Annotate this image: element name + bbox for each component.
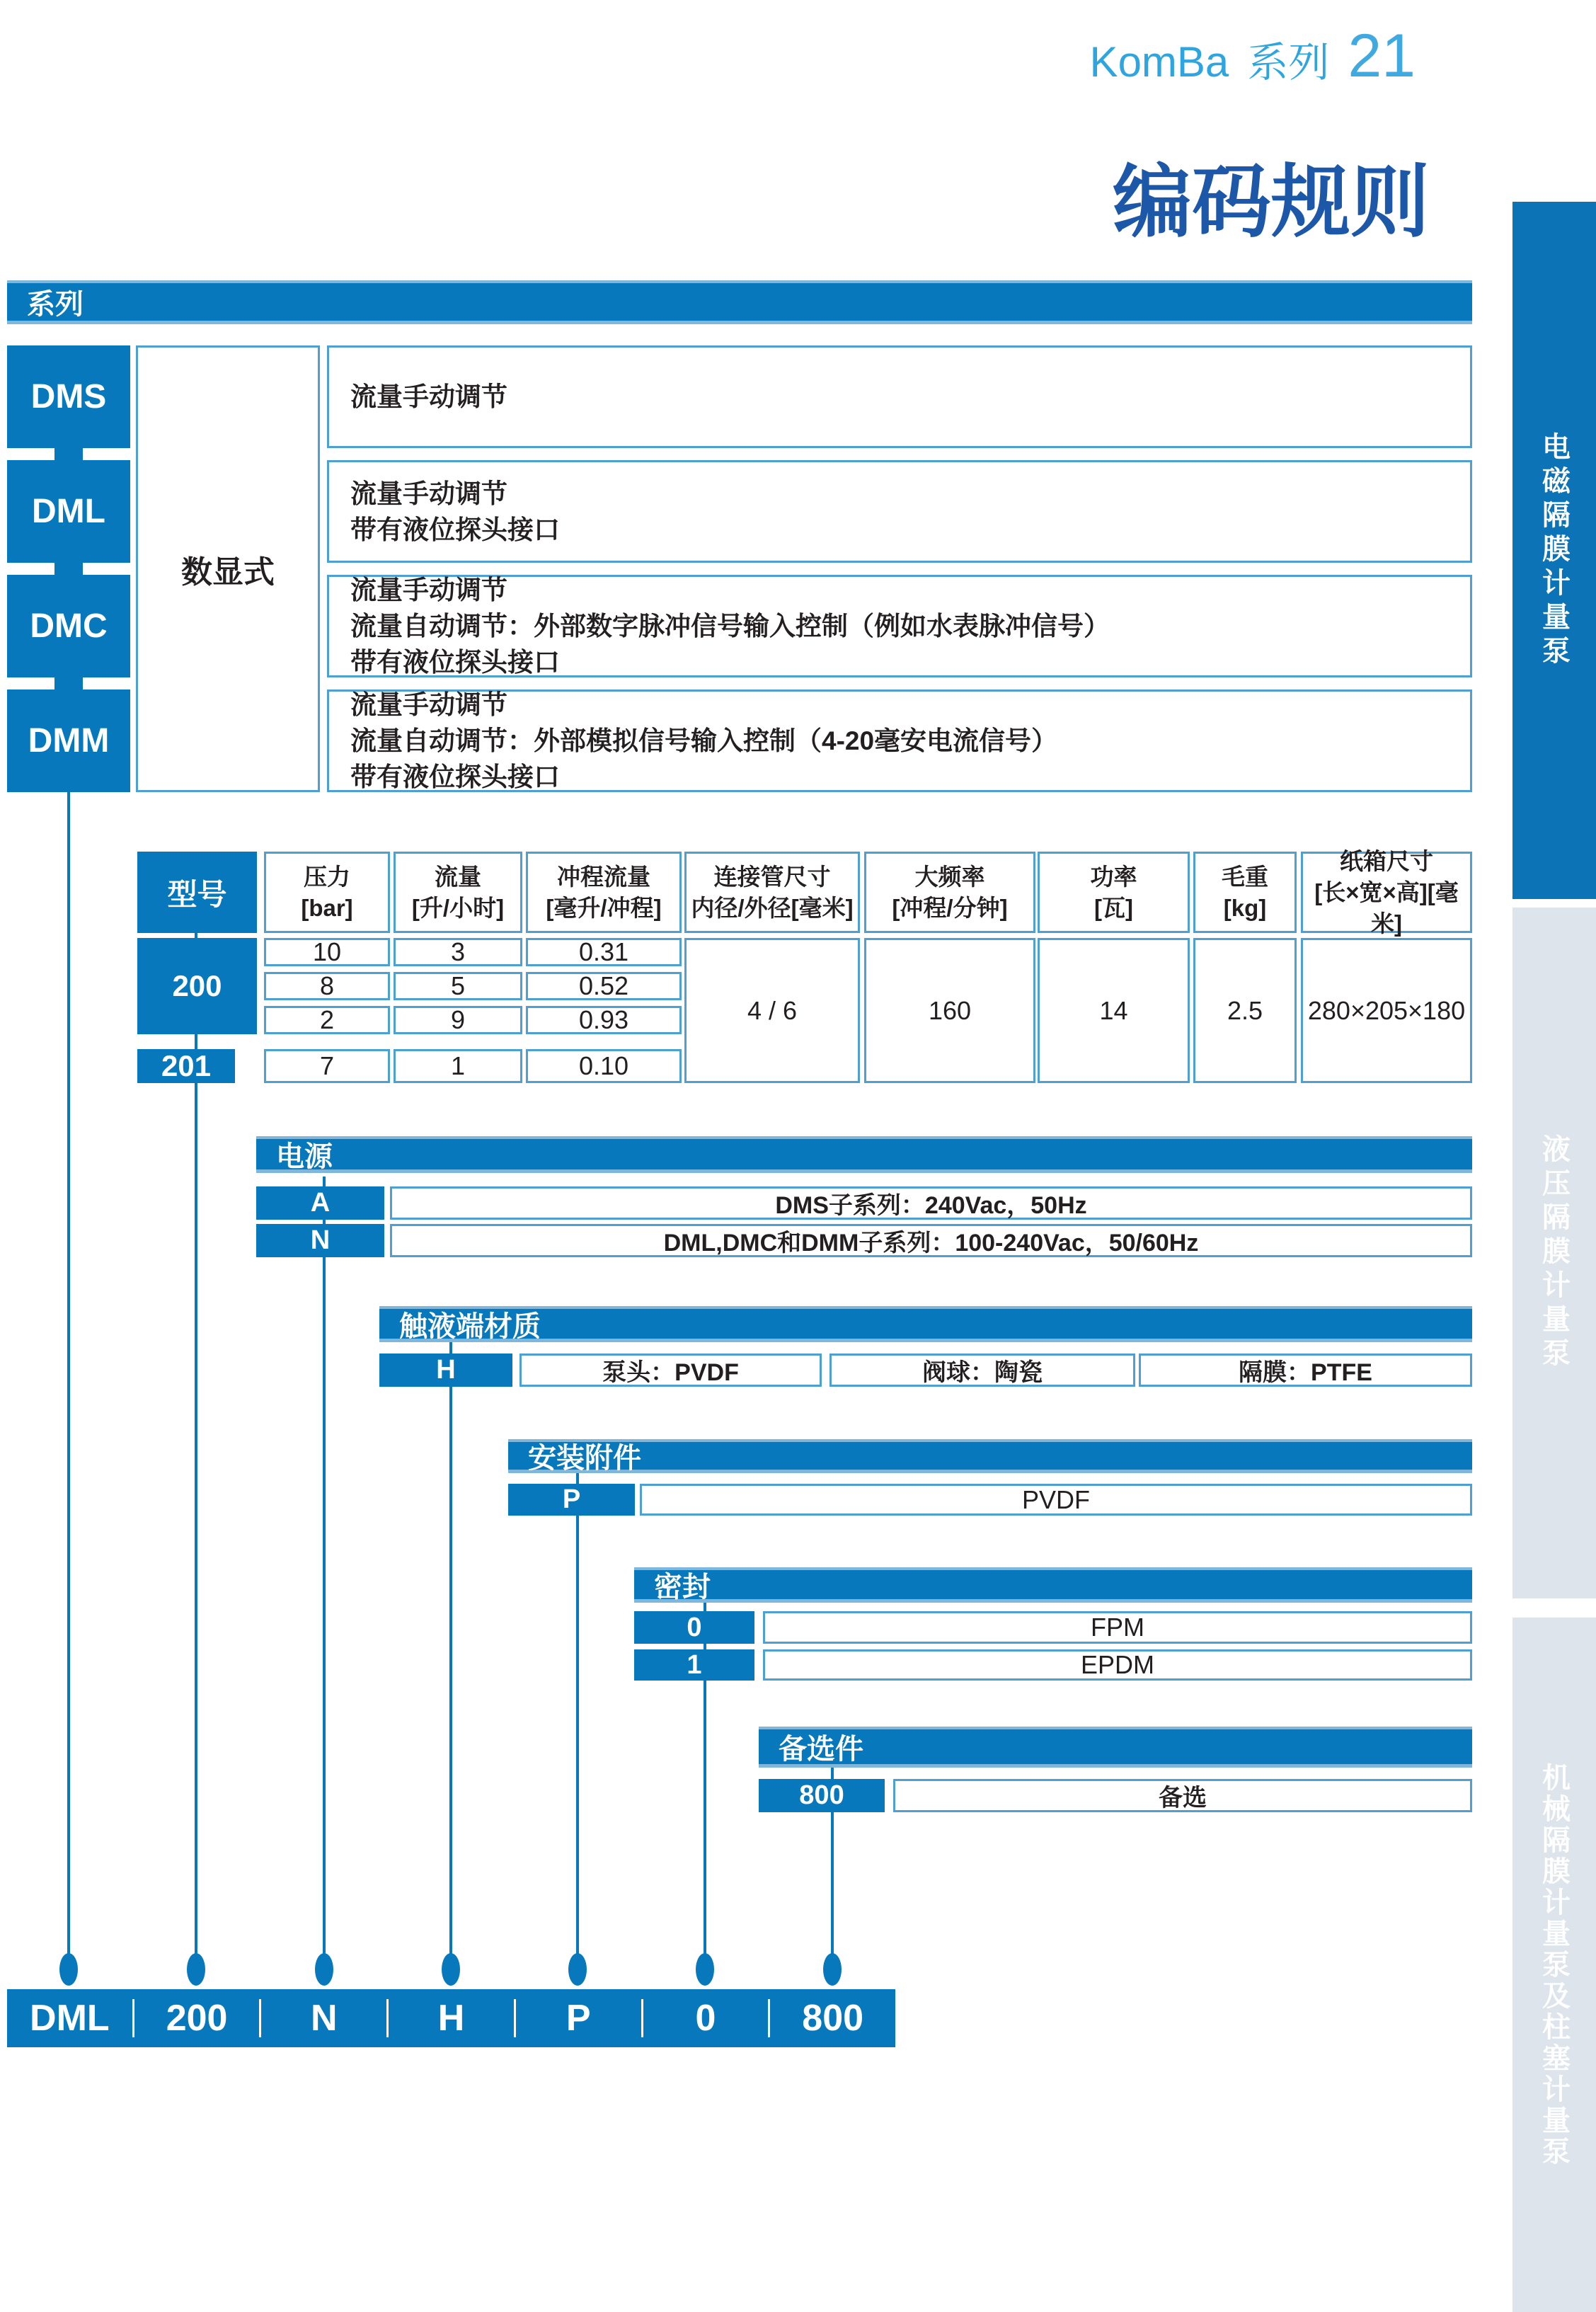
span-cell-pipe: 4 / 6: [684, 938, 860, 1083]
sidebar-tab-mechanical-pump: [1512, 1618, 1596, 2312]
code-divider: [132, 1999, 134, 2037]
series-stub-2: [54, 563, 83, 575]
series-section-bar: [7, 280, 1472, 324]
col-title: 纸箱尺寸: [1340, 847, 1433, 874]
col-title: 大频率: [914, 863, 985, 890]
col-title: 冲程流量: [557, 863, 650, 890]
code-divider: [641, 1999, 643, 2037]
spec-col-pipe: [684, 852, 860, 933]
desc-line: 带有液位探头接口: [350, 648, 560, 677]
brand-suffix: 系列: [1247, 40, 1330, 86]
series-desc-dml: [327, 460, 1472, 563]
connector-line-wetted: [449, 1342, 452, 1969]
series-desc-dms: [327, 345, 1472, 448]
cell-pressure: 7: [264, 1049, 390, 1083]
series-code-dmm: DMM: [7, 689, 130, 792]
code-segment-seal: 0: [695, 1998, 716, 2039]
sidebar-tab-label: 液压隔膜计量泵: [1538, 1134, 1570, 1372]
seal-section-bar: [634, 1567, 1472, 1603]
connector-line-power: [323, 1177, 326, 1969]
connector-line-mounting: [576, 1473, 579, 1969]
seal-desc-0: FPM: [763, 1611, 1472, 1644]
mounting-code-p: P: [508, 1484, 635, 1516]
code-divider: [259, 1999, 261, 2037]
connector-dot: [568, 1953, 587, 1986]
desc-line: 流量手动调节: [350, 576, 507, 605]
cell-pressure: 10: [264, 938, 390, 966]
code-divider: [386, 1999, 389, 2037]
col-title: 连接管尺寸: [713, 863, 831, 890]
spec-col-power: [1038, 852, 1190, 933]
options-code-800: 800: [759, 1779, 885, 1812]
wetted-cell-pumphead: 泵头：PVDF: [519, 1354, 822, 1387]
span-cell-carton: 280×205×180: [1301, 938, 1472, 1083]
col-title: 压力: [304, 863, 350, 890]
power-code-a: A: [256, 1186, 384, 1220]
code-divider: [768, 1999, 770, 2037]
desc-line: 流量手动调节: [350, 382, 507, 411]
mounting-desc: PVDF: [640, 1484, 1472, 1516]
cell-stroke: 0.10: [526, 1049, 682, 1083]
power-desc-n: DML,DMC和DMM子系列：100-240Vac，50/60Hz: [390, 1224, 1472, 1257]
display-type-cell: 数显式: [136, 345, 320, 792]
page-number: 21: [1348, 22, 1416, 90]
spec-col-pressure: [264, 852, 390, 933]
page-title: 编码规则: [1113, 158, 1430, 246]
col-unit: [毫升/冲程]: [546, 894, 662, 921]
spec-model-header: 型号: [137, 852, 257, 933]
wetted-section-bar: [379, 1306, 1472, 1342]
power-section-label: 电源: [276, 1141, 333, 1172]
col-title: 流量: [435, 863, 481, 890]
desc-line: 带有液位探头接口: [350, 515, 560, 544]
col-unit: [瓦]: [1094, 894, 1133, 921]
sidebar-tab-solenoid-pump: [1512, 202, 1596, 899]
code-segment-wetted: H: [437, 1998, 465, 2039]
spec-model-201: 201: [137, 1049, 235, 1083]
seal-code-1: 1: [634, 1649, 754, 1681]
cell-stroke: 0.52: [526, 972, 682, 1000]
connector-dot: [696, 1953, 714, 1986]
series-code-dmc: DMC: [7, 575, 130, 677]
power-desc-a: DMS子系列：240Vac，50Hz: [390, 1186, 1472, 1220]
connector-dot: [823, 1953, 842, 1986]
options-section-bar: [759, 1727, 1472, 1768]
options-section-label: 备选件: [779, 1734, 863, 1765]
desc-line: 带有液位探头接口: [350, 762, 560, 791]
brand-name: KomBa: [1089, 38, 1229, 86]
series-stub-3: [54, 677, 83, 689]
spec-col-stroke: [526, 852, 682, 933]
series-stub-1: [54, 448, 83, 460]
cell-flow: 9: [394, 1006, 522, 1034]
series-code-dms: DMS: [7, 345, 130, 448]
cell-stroke: 0.31: [526, 938, 682, 966]
seal-code-0: 0: [634, 1611, 754, 1644]
connector-dot: [187, 1953, 205, 1986]
spec-model-200: 200: [137, 938, 257, 1034]
spec-col-frequency: [864, 852, 1035, 933]
code-segment-options: 800: [802, 1998, 864, 2039]
series-section-label: 系列: [27, 289, 84, 320]
col-unit: [长×宽×高][毫米]: [1314, 879, 1459, 937]
connector-dot: [59, 1953, 78, 1986]
mounting-section-label: 安装附件: [528, 1443, 641, 1474]
wetted-code-h: H: [379, 1354, 512, 1387]
code-segment-mounting: P: [566, 1998, 591, 2039]
col-unit: 内径/外径[毫米]: [691, 894, 854, 921]
col-title: 毛重: [1222, 863, 1268, 890]
order-code-bar: [7, 1989, 895, 2047]
cell-flow: 1: [394, 1049, 522, 1083]
code-segment-power: N: [311, 1998, 338, 2039]
wetted-cell-valveball: 阀球：陶瓷: [829, 1354, 1135, 1387]
col-title: 功率: [1090, 863, 1137, 890]
power-code-n: N: [256, 1224, 384, 1257]
desc-line: 流量手动调节: [350, 690, 507, 719]
sidebar-tab-label: 机械隔膜计量泵及柱塞计量泵: [1538, 1762, 1570, 2168]
connector-dot: [315, 1953, 333, 1986]
spec-col-carton: [1301, 847, 1472, 937]
series-desc-dmc: [327, 575, 1472, 677]
seal-desc-1: EPDM: [763, 1649, 1472, 1681]
seal-section-label: 密封: [654, 1572, 711, 1603]
span-cell-weight: 2.5: [1193, 938, 1297, 1083]
desc-line: 流量自动调节：外部模拟信号输入控制（4-20毫安电流信号）: [350, 726, 1058, 755]
col-unit: [kg]: [1223, 894, 1267, 921]
code-segment-series: DML: [30, 1998, 110, 2039]
cell-pressure: 2: [264, 1006, 390, 1034]
spec-col-weight: [1193, 852, 1297, 933]
code-divider: [514, 1999, 516, 2037]
wetted-section-label: 触液端材质: [399, 1310, 541, 1342]
mounting-section-bar: [508, 1439, 1472, 1473]
cell-pressure: 8: [264, 972, 390, 1000]
connector-dot: [442, 1953, 460, 1986]
power-section-bar: [256, 1136, 1472, 1173]
code-segment-model: 200: [166, 1998, 228, 2039]
desc-line: 流量手动调节: [350, 479, 507, 508]
spec-col-flow: [394, 852, 522, 933]
cell-flow: 5: [394, 972, 522, 1000]
options-desc: 备选: [893, 1779, 1472, 1812]
col-unit: [升/小时]: [411, 894, 505, 921]
cell-stroke: 0.93: [526, 1006, 682, 1034]
desc-line: 流量自动调节：外部数字脉冲信号输入控制（例如水表脉冲信号）: [350, 612, 1110, 641]
span-cell-power: 14: [1038, 938, 1190, 1083]
page-header: [991, 21, 1416, 91]
sidebar-tab-label: 电磁隔膜计量泵: [1538, 431, 1570, 670]
col-unit: [冲程/分钟]: [892, 894, 1008, 921]
span-cell-frequency: 160: [864, 938, 1035, 1083]
connector-line-model: [195, 933, 197, 1969]
series-desc-dmm: [327, 689, 1472, 792]
wetted-cell-diaphragm: 隔膜：PTFE: [1139, 1354, 1472, 1387]
sidebar-tab-hydraulic-pump: [1512, 908, 1596, 1598]
col-unit: [bar]: [301, 894, 353, 921]
series-code-dml: DML: [7, 460, 130, 563]
cell-flow: 3: [394, 938, 522, 966]
